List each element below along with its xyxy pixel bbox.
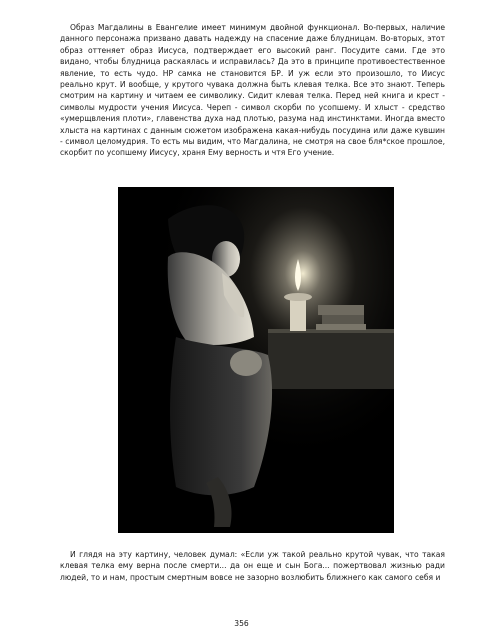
painting-image xyxy=(118,187,394,533)
body-paragraph-top: Образ Магдалины в Евангелие имеет минимум двойной функционал. Во-первых, наличие данного персонажа призвано давать надежду на спасение даже блудницам. Во-вторых, этот образ оттеняет образ Иисуса, подтверждает его высокий ранг. Посудите сами. Где это видано, чтобы блудница раскаялась и исправилась? Да это в принципе противоестественное явление, то есть чудо. НР самка не становится БР. И уж если это произошло, то Иисус реально крут. И вообще, у крутого чувака должна быть клевая телка. Все это знают. Теперь смотрим на картину и читаем ее символику. Сидит клевая телка. Перед ней книга и крест - символы мудрости учения Иисуса. Череп - символ скорби по усопшему. И хлыст - средство «умерщвления плоти», главенства духа над плотью, разума над инстинктами. Иногда вместо хлыста на картинах с данным сюжетом изображена какая-нибудь посудина или даже кувшин - символ целомудрия. То есть мы видим, что Магдалина, не смотря на свое бля*ское прошлое, скорбит по усопшему Иисусу, храня Ему верность и чтя Его учение. xyxy=(60,23,445,158)
painting-illustration xyxy=(118,187,394,533)
page-number: 356 xyxy=(234,619,249,628)
body-paragraph-bottom: И глядя на эту картину, человек думал: «Если уж такой реально крутой чувак, что такая клевая телка ему верна после смерти... да он еще и сын Бога... пожертвовал жизнью ради людей, то и нам, простым смертным вовсе не зазорно возлюбить ближнего как самого себя и xyxy=(60,550,445,582)
